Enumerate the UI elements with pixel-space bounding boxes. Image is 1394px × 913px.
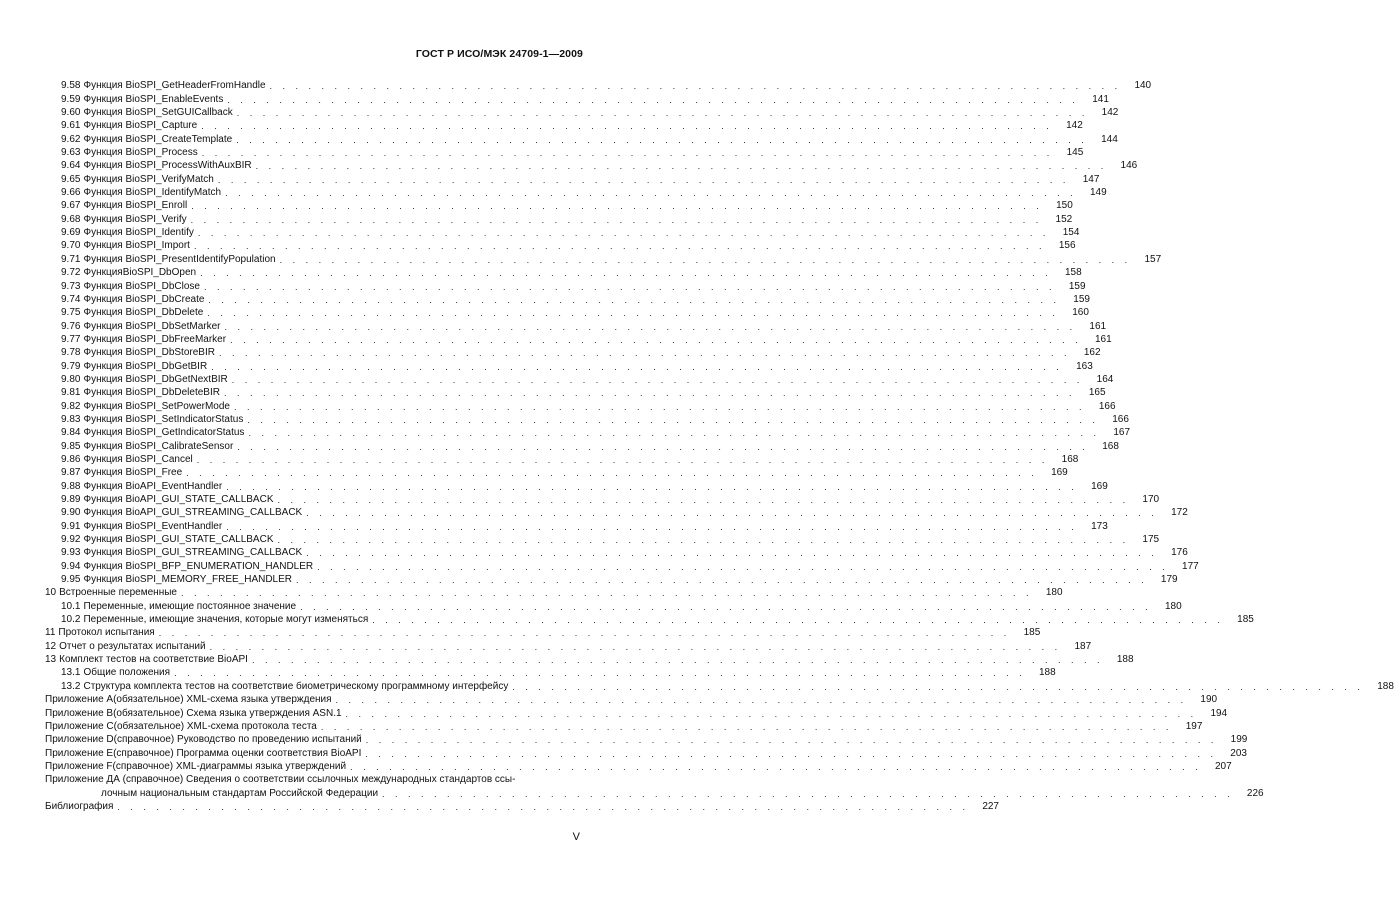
toc-entry-page: 141 — [1092, 93, 1109, 105]
dot-leader: . . . . . . . . . . . . . . . . . . . . . . . . . . . . . . . . . . . . . . . . . . . . . . . . . . . . . . . . . . . . . . . . . . — [218, 348, 1071, 359]
toc-entry-title: Функция BioSPI_DbClose — [83, 280, 200, 292]
dot-leader: . . . . . . . . . . . . . . . . . . . . . . . . . . . . . . . . . . . . . . . . . . . . . . . . . . . . . . . . . . . . . . . . . . — [196, 454, 1049, 465]
dot-leader: . . . . . . . . . . . . . . . . . . . . . . . . . . . . . . . . . . . . . . . . . . . . . . . . . . . . . . . . . . . . . . . . . . — [255, 161, 1108, 172]
toc-entry-title: Функция BioSPI_ProcessWithAuxBIR — [83, 160, 252, 172]
toc-entry — [45, 720, 1203, 733]
toc-entry-number: 9.91 — [61, 520, 81, 532]
dot-leader: . . . . . . . . . . . . . . . . . . . . . . . . . . . . . . . . . . . . . . . . . . . . . . . . . . . . . . . . . . . . . . . . . . — [269, 81, 1122, 92]
dot-leader: . . . . . . . . . . . . . . . . . . . . . . . . . . . . . . . . . . . . . . . . . . . . . . . . . . . . . . . . . . . . . . . . . . — [203, 281, 1056, 292]
dot-leader: . . . . . . . . . . . . . . . . . . . . . . . . . . . . . . . . . . . . . . . . . . . . . . . . . . . . . . . . . . . . . . . . . . — [335, 695, 1188, 706]
toc-entry-page: 164 — [1096, 373, 1114, 385]
toc-entry — [45, 453, 1079, 466]
toc-entry-page: 187 — [1074, 640, 1092, 652]
dot-leader: . . . . . . . . . . . . . . . . . . . . . . . . . . . . . . . . . . . . . . . . . . . . . . . . . . . . . . . . . . . . . . . . . . — [209, 641, 1062, 652]
toc-entry-page: 154 — [1062, 227, 1080, 239]
dot-leader: . . . . . . . . . . . . . . . . . . . . . . . . . . . . . . . . . . . . . . . . . . . . . . . . . . . . . . . . . . . . . . . . . . — [191, 201, 1043, 212]
toc-entry-title: Функция BioSPI_SetPowerMode — [83, 400, 230, 412]
toc-entry-page: 188 — [1377, 680, 1394, 692]
dot-leader: . . . . . . . . . . . . . . . . . . . . . . . . . . . . . . . . . . . . . . . . . . . . . . . . . . . . . . . . . . . . . . . . . . — [251, 655, 1104, 666]
toc-entry-page: 185 — [1023, 627, 1041, 639]
toc-entry-page: 179 — [1160, 574, 1178, 586]
toc-entry — [45, 186, 1107, 199]
dot-leader: . . . . . . . . . . . . . . . . . . . . . . . . . . . . . . . . . . . . . . . . . . . . . . . . . . . . . . . . . . . . . . . . . . — [174, 668, 1026, 679]
toc-entry-page: 163 — [1076, 360, 1093, 372]
toc-entry-title: Функция BioSPI_DbGetBIR — [83, 360, 208, 372]
toc-entry — [45, 786, 1264, 799]
page-number: V — [572, 831, 580, 843]
toc-entry-title: Функция BioSPI_Enroll — [83, 200, 188, 212]
toc-entry-page: 188 — [1038, 667, 1056, 679]
toc-entry — [45, 266, 1082, 279]
toc-entry-number: 9.84 — [61, 427, 81, 439]
dot-leader: . . . . . . . . . . . . . . . . . . . . . . . . . . . . . . . . . . . . . . . . . . . . . . . . . . . . . . . . . . . . . . . . . . — [512, 681, 1364, 692]
toc-entry-title: Функция BioSPI_MEMORY_FREE_HANDLER — [83, 574, 293, 586]
toc-entry — [45, 252, 1162, 265]
toc-entry-title: Приложение ДА (справочное) Сведения о соответствии ссылочных международных стандартов ссы- — [45, 774, 516, 786]
dot-leader: . . . . . . . . . . . . . . . . . . . . . . . . . . . . . . . . . . . . . . . . . . . . . . . . . . . . . . . . . . . . . . . . . . — [201, 148, 1054, 159]
dot-leader: . . . . . . . . . . . . . . . . . . . . . . . . . . . . . . . . . . . . . . . . . . . . . . . . . . . . . . . . . . . . . . . . . . — [306, 508, 1158, 519]
toc-entry-page: 207 — [1214, 760, 1232, 772]
toc-entry-number: 9.75 — [61, 307, 81, 319]
toc-entry-number: 9.77 — [61, 333, 81, 345]
toc-entry-title: Функция BioSPI_EnableEvents — [83, 93, 224, 105]
toc-entry-page: 227 — [982, 800, 999, 812]
dot-leader: . . . . . . . . . . . . . . . . . . . . . . . . . . . . . . . . . . . . . . . . . . . . . . . . . . . . . . . . . . . . . . . . . . — [320, 721, 1173, 732]
toc-entry-page: 190 — [1200, 694, 1218, 706]
toc-entry-title: Функция BioSPI_Identify — [83, 227, 194, 239]
toc-entry-title: Приложение Е(справочное) Программа оценки соответствия BioAPI — [45, 747, 362, 759]
toc-entry-number: 9.83 — [61, 413, 81, 425]
toc-entry-number: 10.1 — [61, 600, 81, 612]
dot-leader: . . . . . . . . . . . . . . . . . . . . . . . . . . . . . . . . . . . . . . . . . . . . . . . . . . . . . . . . . . . . . . . . . . — [279, 254, 1132, 265]
toc-entry-title: Функция BioSPI_Import — [83, 240, 190, 252]
toc-entry-number: 9.72 — [61, 267, 81, 279]
toc-entry-number: 11 — [45, 627, 56, 639]
toc-entry-number: 12 — [45, 640, 57, 652]
toc-entry-page: 146 — [1120, 160, 1138, 172]
toc-entry-title: Функция BioSPI_EventHandler — [83, 520, 223, 532]
toc-entry-number: 13.2 — [61, 680, 81, 692]
dot-leader: . . . . . . . . . . . . . . . . . . . . . . . . . . . . . . . . . . . . . . . . . . . . . . . . . . . . . . . . . . . . . . . . . . — [230, 334, 1082, 345]
toc-entry-number: 9.74 — [61, 293, 81, 305]
toc-entry-page: 140 — [1134, 80, 1152, 92]
toc-entry — [45, 573, 1178, 586]
toc-entry-number: 9.82 — [61, 400, 81, 412]
toc-entry-page: 159 — [1068, 280, 1086, 292]
toc-entry — [45, 639, 1092, 652]
toc-entry-page: 168 — [1102, 440, 1119, 452]
toc-entry-page: 147 — [1082, 173, 1100, 185]
dot-leader: . . . . . . . . . . . . . . . . . . . . . . . . . . . . . . . . . . . . . . . . . . . . . . . . . . . . . . . . . . . . . . . . . . — [211, 361, 1063, 372]
toc-entry-title: Приложение В(обязательное) Схема языка утверждения ASN.1 — [45, 707, 342, 719]
dot-leader: . . . . . . . . . . . . . . . . . . . . . . . . . . . . . . . . . . . . . . . . . . . . . . . . . . . . . . . . . . . . . . . . . . — [201, 121, 1053, 132]
toc-entry-page: 180 — [1164, 600, 1182, 612]
dot-leader: . . . . . . . . . . . . . . . . . . . . . . . . . . . . . . . . . . . . . . . . . . . . . . . . . . . . . . . . . . . . . . . . . . — [224, 321, 1077, 332]
toc-entry-title: ФункцияBioSPI_DbOpen — [83, 267, 197, 279]
toc-entry-number: 9.70 — [61, 240, 81, 252]
toc-entry — [45, 399, 1116, 412]
toc-entry — [45, 159, 1138, 172]
toc-entry-title: Функция BioSPI_SetIndicatorStatus — [83, 413, 244, 425]
dot-leader: . . . . . . . . . . . . . . . . . . . . . . . . . . . . . . . . . . . . . . . . . . . . . . . . . . . . . . . . . . . . . . . . . . — [248, 428, 1101, 439]
toc-entry-title: Встроенные переменные — [59, 587, 177, 599]
dot-leader: . . . . . . . . . . . . . . . . . . . . . . . . . . . . . . . . . . . . . . . . . . . . . . . . . . . . . . . . . . . . . . . . . . — [365, 735, 1218, 746]
dot-leader: . . . . . . . . . . . . . . . . . . . . . . . . . . . . . . . . . . . . . . . . . . . . . . . . . . . . . . . . . . . . . . . . . . — [277, 495, 1130, 505]
toc-entry — [45, 106, 1119, 119]
toc-entry-page: 142 — [1066, 120, 1083, 132]
dot-leader: . . . . . . . . . . . . . . . . . . . . . . . . . . . . . . . . . . . . . . . . . . . . . . . . . . . . . . . . . . . . . . . . . . — [300, 601, 1152, 612]
toc-entry-page: 159 — [1073, 293, 1090, 305]
toc-entry — [45, 279, 1086, 292]
dot-leader: . . . . . . . . . . . . . . . . . . . . . . . . . . . . . . . . . . . . . . . . . . . . . . . . . . . . . . . . . . . . . . . . . . — [158, 628, 1011, 639]
dot-leader: . . . . . . . . . . . . . . . . . . . . . . . . . . . . . . . . . . . . . . . . . . . . . . . . . . . . . . . . . . . . . . . . . . — [190, 214, 1043, 225]
toc-entry-page: 169 — [1051, 467, 1068, 479]
toc-entry — [45, 172, 1100, 185]
toc-entry-number: 13 — [45, 654, 57, 666]
toc-entry-page: 185 — [1237, 614, 1254, 626]
toc-entry-page: 149 — [1089, 187, 1107, 199]
toc-entry — [45, 519, 1108, 532]
toc-entry-title: Функция BioSPI_DbCreate — [83, 293, 205, 305]
toc-entry-number: 9.61 — [61, 120, 81, 132]
toc-entry-number: 9.64 — [61, 160, 81, 172]
toc-entry-title: Функция BioSPI_Verify — [83, 213, 187, 225]
toc-entry-number: 9.66 — [61, 187, 81, 199]
toc-entry-page: 144 — [1101, 133, 1118, 145]
dot-leader: . . . . . . . . . . . . . . . . . . . . . . . . . . . . . . . . . . . . . . . . . . . . . . . . . . . . . . . . . . . . . . . . . . — [317, 561, 1169, 572]
toc-entry-number: 9.94 — [61, 560, 81, 572]
toc-entry-page: 180 — [1045, 587, 1063, 599]
toc-entry-number: 9.89 — [61, 494, 81, 505]
toc-entry — [45, 466, 1068, 479]
toc-entry-title: Приложение С(обязательное) XML-схема протокола теста — [45, 720, 317, 732]
toc-entry — [45, 199, 1073, 212]
toc-entry-number: 9.85 — [61, 440, 81, 452]
toc-entry — [45, 333, 1112, 346]
toc-entry — [45, 760, 1232, 773]
dot-leader: . . . . . . . . . . . . . . . . . . . . . . . . . . . . . . . . . . . . . . . . . . . . . . . . . . . . . . . . . . . . . . . . . . — [236, 108, 1089, 119]
toc-entry-title: Функция BioSPI_BFP_ENUMERATION_HANDLER — [83, 560, 314, 572]
dot-leader: . . . . . . . . . . . . . . . . . . . . . . . . . . . . . . . . . . . . . . . . . . . . . . . . . . . . . . . . . . . . . . . . . . — [382, 788, 1234, 799]
toc-entry — [45, 479, 1108, 492]
toc-entry — [45, 146, 1084, 159]
toc-entry — [45, 413, 1129, 426]
toc-entry-page: 167 — [1113, 427, 1131, 439]
toc-entry-page: 160 — [1072, 307, 1089, 319]
toc-entry — [45, 599, 1182, 612]
toc-entry-title: Комплект тестов на соответствие BioAPI — [59, 654, 248, 666]
toc-entry-title: Функция BioSPI_Free — [83, 467, 183, 479]
toc-entry-page: 142 — [1101, 107, 1119, 119]
toc-entry-title: Функция BioSPI_Capture — [83, 120, 198, 132]
toc-entry-title: Общие положения — [83, 667, 171, 679]
toc-entry — [45, 132, 1118, 145]
table-of-contents — [45, 79, 1394, 813]
toc-entry-title: Функция BioSPI_SetGUICallback — [83, 107, 233, 119]
toc-entry — [45, 306, 1089, 319]
toc-entry-page: 152 — [1055, 213, 1073, 225]
toc-entry — [45, 533, 1160, 546]
toc-entry — [45, 626, 1041, 639]
toc-entry-title: Функция BioSPI_PresentIdentifyPopulation — [83, 253, 276, 265]
toc-entry-page: 226 — [1246, 787, 1264, 799]
dot-leader: . . . . . . . . . . . . . . . . . . . . . . . . . . . . . . . . . . . . . . . . . . . . . . . . . . . . . . . . . . . . . . . . . . — [217, 174, 1070, 185]
dot-leader: . . . . . . . . . . . . . . . . . . . . . . . . . . . . . . . . . . . . . . . . . . . . . . . . . . . . . . . . . . . . . . . . . . — [193, 241, 1046, 252]
toc-entry — [45, 386, 1106, 399]
toc-entry-number: 10 — [45, 587, 57, 599]
toc-entry-page: 197 — [1185, 720, 1203, 732]
toc-entry — [45, 426, 1131, 439]
toc-entry — [45, 319, 1107, 332]
dot-leader: . . . . . . . . . . . . . . . . . . . . . . . . . . . . . . . . . . . . . . . . . . . . . . . . . . . . . . . . . . . . . . . . . . — [296, 575, 1148, 586]
toc-entry-number: 9.80 — [61, 373, 81, 385]
toc-entry-title: Функция BioAPI_GUI_STATE_CALLBACK — [83, 494, 274, 505]
toc-entry-number: 9.65 — [61, 173, 81, 185]
toc-entry — [45, 679, 1394, 692]
toc-entry-title: Функция BioSPI_IdentifyMatch — [83, 187, 222, 199]
dot-leader: . . . . . . . . . . . . . . . . . . . . . . . . . . . . . . . . . . . . . . . . . . . . . . . . . . . . . . . . . . . . . . . . . . — [186, 468, 1038, 479]
dot-leader: . . . . . . . . . . . . . . . . . . . . . . . . . . . . . . . . . . . . . . . . . . . . . . . . . . . . . . . . . . . . . . . . . . — [306, 548, 1158, 559]
toc-entry — [45, 119, 1083, 132]
toc-entry-page: 165 — [1088, 387, 1106, 399]
toc-entry — [45, 506, 1188, 519]
dot-leader: . . . . . . . . . . . . . . . . . . . . . . . . . . . . . . . . . . . . . . . . . . . . . . . . . . . . . . . . . . . . . . . . . . — [197, 228, 1050, 239]
toc-entry-title: Протокол испытания — [58, 627, 155, 639]
toc-entry-number: 9.86 — [61, 453, 81, 465]
toc-entry-title: Функция BioSPI_DbGetNextBIR — [83, 373, 228, 385]
toc-entry-title: Приложение D(справочное) Руководство по проведению испытаний — [45, 734, 362, 746]
toc-entry-number: 9.59 — [61, 93, 81, 105]
dot-leader: . . . . . . . . . . . . . . . . . . . . . . . . . . . . . . . . . . . . . . . . . . . . . . . . . . . . . . . . . . . . . . . . . . — [225, 188, 1077, 199]
toc-entry — [45, 666, 1056, 679]
toc-entry — [45, 733, 1248, 746]
toc-entry-title: Функция BioSPI_CalibrateSensor — [83, 440, 234, 452]
dot-leader: . . . . . . . . . . . . . . . . . . . . . . . . . . . . . . . . . . . . . . . . . . . . . . . . . . . . . . . . . . . . . . . . . . — [277, 535, 1130, 546]
toc-entry-number: 9.73 — [61, 280, 81, 292]
toc-entry — [45, 653, 1134, 666]
toc-entry-title: Функция BioSPI_DbSetMarker — [83, 320, 221, 332]
toc-entry-page: 172 — [1171, 507, 1188, 519]
dot-leader: . . . . . . . . . . . . . . . . . . . . . . . . . . . . . . . . . . . . . . . . . . . . . . . . . . . . . . . . . . . . . . . . . . — [117, 801, 969, 812]
toc-entry-title: Приложение F(справочное) XML-диаграммы языка утверждений — [45, 760, 347, 772]
toc-entry-page: 157 — [1144, 253, 1162, 265]
dot-leader: . . . . . . . . . . . . . . . . . . . . . . . . . . . . . . . . . . . . . . . . . . . . . . . . . . . . . . . . . . . . . . . . . . — [226, 481, 1078, 492]
toc-entry-page: 168 — [1061, 453, 1079, 465]
toc-entry — [45, 546, 1188, 559]
toc-entry-number: 10.2 — [61, 614, 81, 626]
dot-leader: . . . . . . . . . . . . . . . . . . . . . . . . . . . . . . . . . . . . . . . . . . . . . . . . . . . . . . . . . . . . . . . . . . — [236, 134, 1088, 145]
toc-entry-title: Функция BioSPI_DbFreeMarker — [83, 333, 227, 345]
toc-entry-page: 166 — [1112, 413, 1129, 425]
dot-leader: . . . . . . . . . . . . . . . . . . . . . . . . . . . . . . . . . . . . . . . . . . . . . . . . . . . . . . . . . . . . . . . . . . — [365, 748, 1217, 759]
toc-entry — [45, 706, 1228, 719]
toc-entry-page: 194 — [1210, 707, 1228, 719]
toc-entry-number: 9.63 — [61, 147, 81, 159]
toc-entry — [45, 293, 1090, 306]
toc-entry-number: 9.60 — [61, 107, 81, 119]
toc-entry — [45, 359, 1093, 372]
toc-entry-title: Переменные, имеющие постоянное значение — [83, 600, 297, 612]
toc-entry-number: 9.87 — [61, 467, 81, 479]
toc-entry-title: Функция BioSPI_GUI_STREAMING_CALLBACK — [83, 547, 303, 559]
dot-leader: . . . . . . . . . . . . . . . . . . . . . . . . . . . . . . . . . . . . . . . . . . . . . . . . . . . . . . . . . . . . . . . . . . — [231, 374, 1084, 385]
toc-entry-title: Функция BioSPI_VerifyMatch — [83, 173, 214, 185]
toc-entry — [45, 346, 1101, 359]
dot-leader: . . . . . . . . . . . . . . . . . . . . . . . . . . . . . . . . . . . . . . . . . . . . . . . . . . . . . . . . . . . . . . . . . . — [237, 441, 1089, 452]
toc-entry-page: 175 — [1142, 534, 1160, 546]
toc-entry-number: 9.68 — [61, 213, 81, 225]
toc-entry — [45, 800, 999, 813]
toc-entry — [45, 693, 1218, 706]
toc-entry-number: 9.62 — [61, 133, 81, 145]
dot-leader: . . . . . . . . . . . . . . . . . . . . . . . . . . . . . . . . . . . . . . . . . . . . . . . . . . . . . . . . . . . . . . . . . . — [227, 94, 1079, 105]
toc-entry-title: Библиография — [45, 800, 114, 812]
toc-entry-title: Структура комплекта тестов на соответствие биометрическому программному интерфейсу — [83, 680, 509, 692]
dot-leader: . . . . . . . . . . . . . . . . . . . . . . . . . . . . . . . . . . . . . . . . . . . . . . . . . . . . . . . . . . . . . . . . . . — [223, 388, 1076, 399]
toc-entry-title: лочным национальным стандартам Российской Федерации — [101, 787, 379, 799]
toc-entry-number: 9.78 — [61, 347, 81, 359]
dot-leader: . . . . . . . . . . . . . . . . . . . . . . . . . . . . . . . . . . . . . . . . . . . . . . . . . . . . . . . . . . . . . . . . . . — [226, 521, 1078, 532]
toc-entry-page: 161 — [1089, 320, 1107, 332]
toc-entry-page: 166 — [1098, 400, 1116, 412]
document-code-header: ГОСТ Р ИСО/МЭК 24709-1—2009 — [415, 48, 583, 60]
toc-entry-number: 9.88 — [61, 480, 81, 492]
toc-entry-title: Функция BioAPI_GUI_STREAMING_CALLBACK — [83, 507, 303, 519]
toc-entry-title: Функция BioSPI_Cancel — [83, 453, 193, 465]
toc-entry-number: 9.90 — [61, 507, 81, 519]
toc-entry-number: 9.92 — [61, 534, 81, 546]
toc-entry-title: Функция BioSPI_GetIndicatorStatus — [83, 427, 245, 439]
toc-entry-number: 9.67 — [61, 200, 81, 212]
dot-leader: . . . . . . . . . . . . . . . . . . . . . . . . . . . . . . . . . . . . . . . . . . . . . . . . . . . . . . . . . . . . . . . . . . — [200, 268, 1052, 279]
toc-entry-number: 9.81 — [61, 387, 81, 399]
toc-entry — [45, 559, 1199, 572]
toc-entry — [45, 493, 1160, 506]
dot-leader: . . . . . . . . . . . . . . . . . . . . . . . . . . . . . . . . . . . . . . . . . . . . . . . . . . . . . . . . . . . . . . . . . . — [233, 401, 1086, 412]
toc-entry-title: Функция BioSPI_GUI_STATE_CALLBACK — [83, 534, 274, 546]
dot-leader: . . . . . . . . . . . . . . . . . . . . . . . . . . . . . . . . . . . . . . . . . . . . . . . . . . . . . . . . . . . . . . . . . . — [345, 708, 1198, 719]
toc-entry — [45, 226, 1080, 239]
toc-entry-number: 9.69 — [61, 227, 81, 239]
toc-entry-number: 9.95 — [61, 574, 81, 586]
toc-entry-number: 13.1 — [61, 667, 81, 679]
toc-entry — [45, 439, 1119, 452]
toc-entry-page: 169 — [1091, 480, 1108, 492]
toc-entry — [45, 79, 1152, 92]
toc-entry — [45, 212, 1073, 225]
toc-entry-title: Функция BioSPI_DbDeleteBIR — [83, 387, 220, 399]
toc-entry — [45, 746, 1247, 759]
toc-entry-number: 9.71 — [61, 253, 81, 265]
dot-leader: . . . . . . . . . . . . . . . . . . . . . . . . . . . . . . . . . . . . . . . . . . . . . . . . . . . . . . . . . . . . . . . . . . — [372, 615, 1224, 626]
toc-entry — [45, 373, 1114, 386]
toc-entry-page: 170 — [1142, 494, 1160, 505]
toc-entry-page: 145 — [1066, 147, 1084, 159]
toc-entry-title: Функция BioAPI_EventHandler — [83, 480, 223, 492]
toc-entry-title: Функция BioSPI_CreateTemplate — [83, 133, 233, 145]
toc-entry — [45, 613, 1254, 626]
toc-entry-page: 156 — [1058, 240, 1076, 252]
toc-entry-page: 150 — [1056, 200, 1073, 212]
toc-entry-title: Функция BioSPI_DbDelete — [83, 307, 204, 319]
toc-entry-page: 161 — [1094, 333, 1112, 345]
toc-entry-title: Переменные, имеющие значения, которые могут изменяться — [83, 614, 369, 626]
toc-entry-page: 188 — [1116, 654, 1134, 666]
dot-leader: . . . . . . . . . . . . . . . . . . . . . . . . . . . . . . . . . . . . . . . . . . . . . . . . . . . . . . . . . . . . . . . . . . — [350, 761, 1202, 772]
toc-entry-page: 176 — [1171, 547, 1188, 559]
toc-entry — [45, 239, 1076, 252]
toc-entry-page: 162 — [1083, 347, 1101, 359]
dot-leader: . . . . . . . . . . . . . . . . . . . . . . . . . . . . . . . . . . . . . . . . . . . . . . . . . . . . . . . . . . . . . . . . . . — [180, 588, 1033, 599]
toc-entry-number: 9.76 — [61, 320, 81, 332]
toc-entry-number: 9.79 — [61, 360, 81, 372]
toc-entry-page: 199 — [1230, 734, 1248, 746]
toc-entry-title: Функция BioSPI_DbStoreBIR — [83, 347, 215, 359]
dot-leader: . . . . . . . . . . . . . . . . . . . . . . . . . . . . . . . . . . . . . . . . . . . . . . . . . . . . . . . . . . . . . . . . . . — [207, 308, 1059, 319]
toc-entry-page: 203 — [1230, 747, 1247, 759]
toc-entry-title: Функция BioSPI_Process — [83, 147, 198, 159]
toc-entry — [45, 92, 1109, 105]
toc-entry-page: 177 — [1182, 560, 1199, 572]
toc-entry-number: 9.93 — [61, 547, 81, 559]
toc-entry-page: 173 — [1091, 520, 1108, 532]
dot-leader: . . . . . . . . . . . . . . . . . . . . . . . . . . . . . . . . . . . . . . . . . . . . . . . . . . . . . . . . . . . . . . . . . . — [208, 294, 1060, 305]
toc-entry-title: Отчет о результатах испытаний — [59, 640, 206, 652]
dot-leader: . . . . . . . . . . . . . . . . . . . . . . . . . . . . . . . . . . . . . . . . . . . . . . . . . . . . . . . . . . . . . . . . . . — [247, 414, 1099, 425]
toc-entry — [45, 773, 585, 786]
toc-entry — [45, 586, 1063, 599]
toc-entry-number: 9.58 — [61, 80, 81, 92]
toc-entry-page: 158 — [1064, 267, 1082, 279]
toc-entry-title: Функция BioSPI_GetHeaderFromHandle — [83, 80, 266, 92]
toc-entry-title: Приложение А(обязательное) XML-схема языка утверждения — [45, 694, 332, 706]
